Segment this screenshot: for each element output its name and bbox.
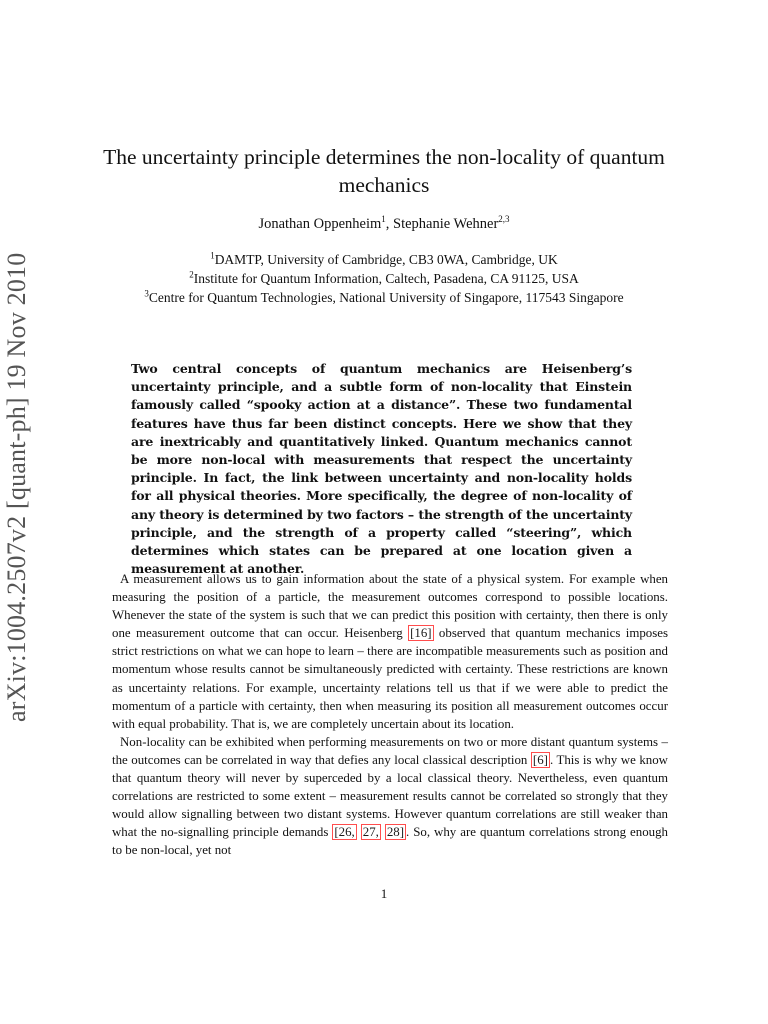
citation-link[interactable]: [26,	[334, 825, 355, 840]
affiliation-line	[60, 269, 708, 288]
affiliation-marker: 1	[210, 250, 215, 261]
affiliation-marker: 1	[381, 214, 386, 225]
citation-link[interactable]: 27,	[362, 825, 379, 840]
arxiv-identifier-stamp: arXiv:1004.2507v2 [quant-ph] 19 Nov 2010	[2, 252, 31, 722]
affiliation-line	[60, 288, 708, 307]
author-separator: ,	[385, 216, 394, 232]
paragraph	[112, 570, 668, 733]
affiliation-line	[60, 250, 708, 269]
paper-title: The uncertainty principle determines the non-locality of quantum mechanics	[103, 145, 665, 197]
affiliation-marker: 2	[189, 269, 194, 280]
paragraph	[112, 733, 668, 860]
affiliation-marker: 3	[144, 288, 149, 299]
page-number: 1	[380, 886, 388, 901]
body-text	[112, 570, 668, 860]
citation-link[interactable]: [16]	[410, 626, 432, 641]
paragraph-text: observed that quantum mechanics imposes strict restrictions on what we can hope to learn – there are incompatible measurements such as position and momentum whose results cannot be simultaneously predicted with certainty. These restrictions are known as uncertainty relations. For example, uncertainty relations tell us that if we were able to predict the momentum of a particle with certainty, then when measuring its position all measurement outcomes occur with equal probability. That is, we are completely uncertain about its location.	[112, 626, 668, 731]
affiliation-list	[60, 250, 708, 307]
author-list	[60, 214, 708, 234]
citation-link[interactable]: 28]	[386, 825, 405, 840]
affiliation-text: DAMTP, University of Cambridge, CB3 0WA, Cambridge, UK	[214, 252, 558, 267]
citation-link[interactable]: [6]	[532, 752, 548, 767]
author-name: Stephanie Wehner	[393, 216, 499, 232]
author-name: Jonathan Oppenheim	[258, 216, 382, 232]
affiliation-text: Institute for Quantum Information, Caltech, Pasadena, CA 91125, USA	[193, 271, 579, 286]
abstract: Two central concepts of quantum mechanics are Heisenberg’s uncertainty principle, and a subtle form of non-locality that Einstein famously called “spooky action at a distance”. These two fundamental features have thus far been distinct concepts. Here we show that they are inextricably and quantitatively linked. Quantum mechanics cannot be more non-local with measurements that respect the uncertainty principle. In fact, the link between uncertainty and non-locality holds for all physical theories. More specifically, the degree of non-locality of any theory is determined by two factors – the strength of the uncertainty principle, and the strength of a property called “steering”, which determines which states can be prepared at one location given a measurement at another.	[131, 361, 632, 577]
affiliation-marker: 2,3	[498, 214, 510, 225]
paragraph-text: A measurement allows us to gain information about the state of a physical system. For example when measuring the position of a particle, the measurement outcomes correspond to possible locations. Whenever the state of the system is such that we can predict this position with certainty, then there is only one measurement outcome that can occur. Heisenberg	[112, 572, 668, 641]
affiliation-text: Centre for Quantum Technologies, National University of Singapore, 117543 Singapore	[148, 290, 624, 305]
paragraph-text: . This is why we know that quantum theory will never by superceded by a local classical theory. Nevertheless, even quantum correlations are restricted to some extent – measurement results cannot be correlated so strongly that they would allow signalling between two distant systems. However quantum correlations are still weaker than what the no-signalling principle demands	[112, 752, 668, 840]
paragraph-text: Non-locality can be exhibited when performing measurements on two or more distant quantum systems – the outcomes can be correlated in way that defies any local classical description	[112, 734, 668, 767]
paragraph-text: . So, why are quantum correlations strong enough to be non-local, yet not	[112, 825, 668, 858]
